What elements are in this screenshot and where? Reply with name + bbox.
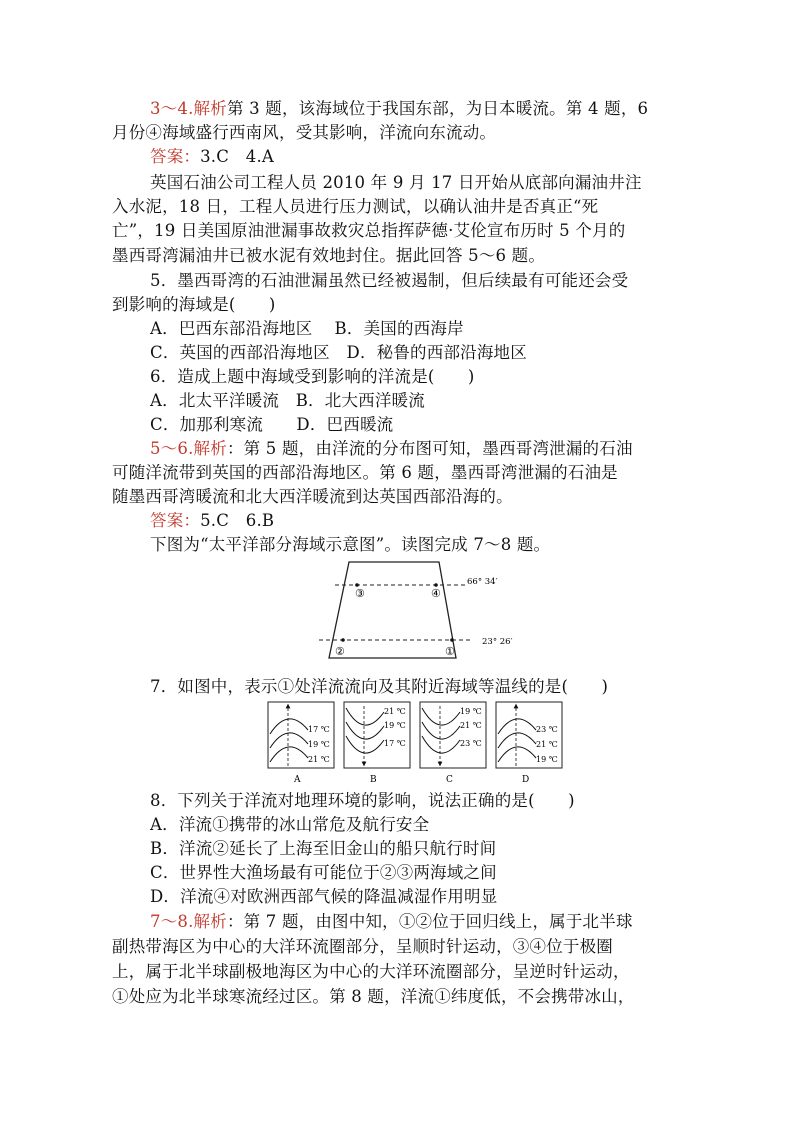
analysis-7-8-cont2: 上，属于北半球副极地海区为中心的大洋环流圈部分，呈逆时针运动，	[112, 962, 630, 981]
panel-letter-a: A	[294, 775, 301, 785]
question-6-options-cd: C．加那利寒流 D．巴西暖流	[150, 415, 394, 434]
analysis-label: 3～4.解析	[150, 99, 227, 118]
answer-label: 答案：	[150, 511, 201, 530]
analysis-label: 7～8.解析	[150, 912, 227, 931]
pacific-map-figure	[315, 560, 525, 672]
line-2: 月份④海域盛行西南风，受其影响，洋流向东流动。	[112, 123, 497, 142]
svg-text:21 ℃: 21 ℃	[384, 707, 406, 716]
question-8: 8．下列关于洋流对地理环境的影响，说法正确的是( )	[150, 791, 575, 810]
analysis-5-6-cont2: 随墨西哥湾暖流和北大西洋暖流到达英国西部沿海的。	[112, 487, 513, 506]
line-4: 英国石油公司工程人员 2010 年 9 月 17 日开始从底部向漏油井注	[150, 173, 642, 192]
svg-text:19 ℃: 19 ℃	[384, 721, 406, 730]
svg-text:23 ℃: 23 ℃	[536, 725, 558, 734]
svg-text:21 ℃: 21 ℃	[308, 755, 330, 764]
question-5-cont: 到影响的海域是( )	[112, 295, 276, 314]
answer-label: 答案：	[150, 147, 201, 166]
svg-text:19 ℃: 19 ℃	[460, 707, 482, 716]
panel-letter-d: D	[522, 775, 530, 785]
line-6: 亡”，19 日美国原油泄漏事故救灾总指挥萨德·艾伦宣布历时 5 个月的	[112, 221, 626, 240]
line-7: 墨西哥湾漏油井已被水泥有效地封住。据此回答 5～6 题。	[112, 246, 546, 265]
lat-label-top: 66° 34′	[467, 577, 498, 587]
analysis-7-8-cont1: 副热带海区为中心的大洋环流圈部分，呈顺时针运动，③④位于极圈	[112, 937, 613, 956]
answer-line-5-6: 答案：5.C 6.B	[150, 511, 275, 530]
analysis-label: 5～6.解析	[150, 439, 227, 458]
isotherm-panel-d	[496, 702, 562, 785]
question-6: 6．造成上题中海域受到影响的洋流是( )	[150, 367, 475, 386]
marker-1: ①	[445, 645, 455, 658]
panel-letter-b: B	[370, 775, 377, 785]
question-5-options-ab: A．巴西东部沿海地区 B．美国的西海岸	[150, 319, 464, 338]
analysis-7-8-cont3: ①处应为北半球寒流经过区。第 8 题，洋流①纬度低，不会携带冰山，	[112, 987, 635, 1006]
marker-3: ③	[355, 587, 365, 600]
marker-2: ②	[335, 645, 345, 658]
question-6-options-ab: A．北太平洋暖流 B．北大西洋暖流	[150, 391, 425, 410]
analysis-5-6-cont1: 可随洋流带到英国的西部沿海地区。第 6 题，墨西哥湾泄漏的石油是	[112, 463, 618, 482]
answer-line-3-4: 答案：3.C 4.A	[150, 147, 275, 166]
question-8-option-c: C．世界性大渔场最有可能位于②③两海域之间	[150, 863, 497, 882]
lat-label-bottom: 23° 26′	[482, 637, 513, 647]
question-8-option-d: D．洋流④对欧洲西部气候的降温减湿作用明显	[150, 887, 498, 906]
svg-text:21 ℃: 21 ℃	[460, 721, 482, 730]
isotherm-panels	[264, 700, 566, 790]
svg-text:23 ℃: 23 ℃	[460, 739, 482, 748]
svg-text:19 ℃: 19 ℃	[308, 740, 330, 749]
marker-4: ④	[431, 587, 441, 600]
svg-text:21 ℃: 21 ℃	[536, 740, 558, 749]
isotherm-panel-a	[268, 702, 334, 785]
svg-text:17 ℃: 17 ℃	[384, 739, 406, 748]
line-5: 入水泥，18 日，工程人员进行压力测试，以确认油井是否真正“死	[112, 197, 599, 216]
svg-text:17 ℃: 17 ℃	[308, 725, 330, 734]
svg-text:19 ℃: 19 ℃	[536, 755, 558, 764]
question-5: 5．墨西哥湾的石油泄漏虽然已经被遏制，但后续最有可能还会受	[150, 271, 629, 290]
figure-intro: 下图为“太平洋部分海域示意图”。读图完成 7～8 题。	[150, 535, 551, 554]
isotherm-panel-b	[344, 702, 410, 785]
analysis-7-8: 7～8.解析：第 7 题，由图中知，①②位于回归线上，属于北半球	[150, 912, 633, 931]
question-5-options-cd: C．英国的西部沿海地区 D．秘鲁的西部沿海地区	[150, 343, 527, 362]
question-8-option-a: A．洋流①携带的冰山常危及航行安全	[150, 815, 430, 834]
panel-letter-c: C	[446, 775, 453, 785]
isotherm-panel-c	[420, 702, 486, 785]
line-1: 3～4.解析第 3 题，该海域位于我国东部，为日本暖流。第 4 题，6	[150, 99, 649, 118]
question-8-option-b: B．洋流②延长了上海至旧金山的船只航行时间	[150, 839, 497, 858]
question-7: 7．如图中，表示①处洋流流向及其附近海域等温线的是( )	[150, 677, 609, 696]
analysis-5-6: 5～6.解析：第 5 题，由洋流的分布图可知，墨西哥湾泄漏的石油	[150, 439, 633, 458]
